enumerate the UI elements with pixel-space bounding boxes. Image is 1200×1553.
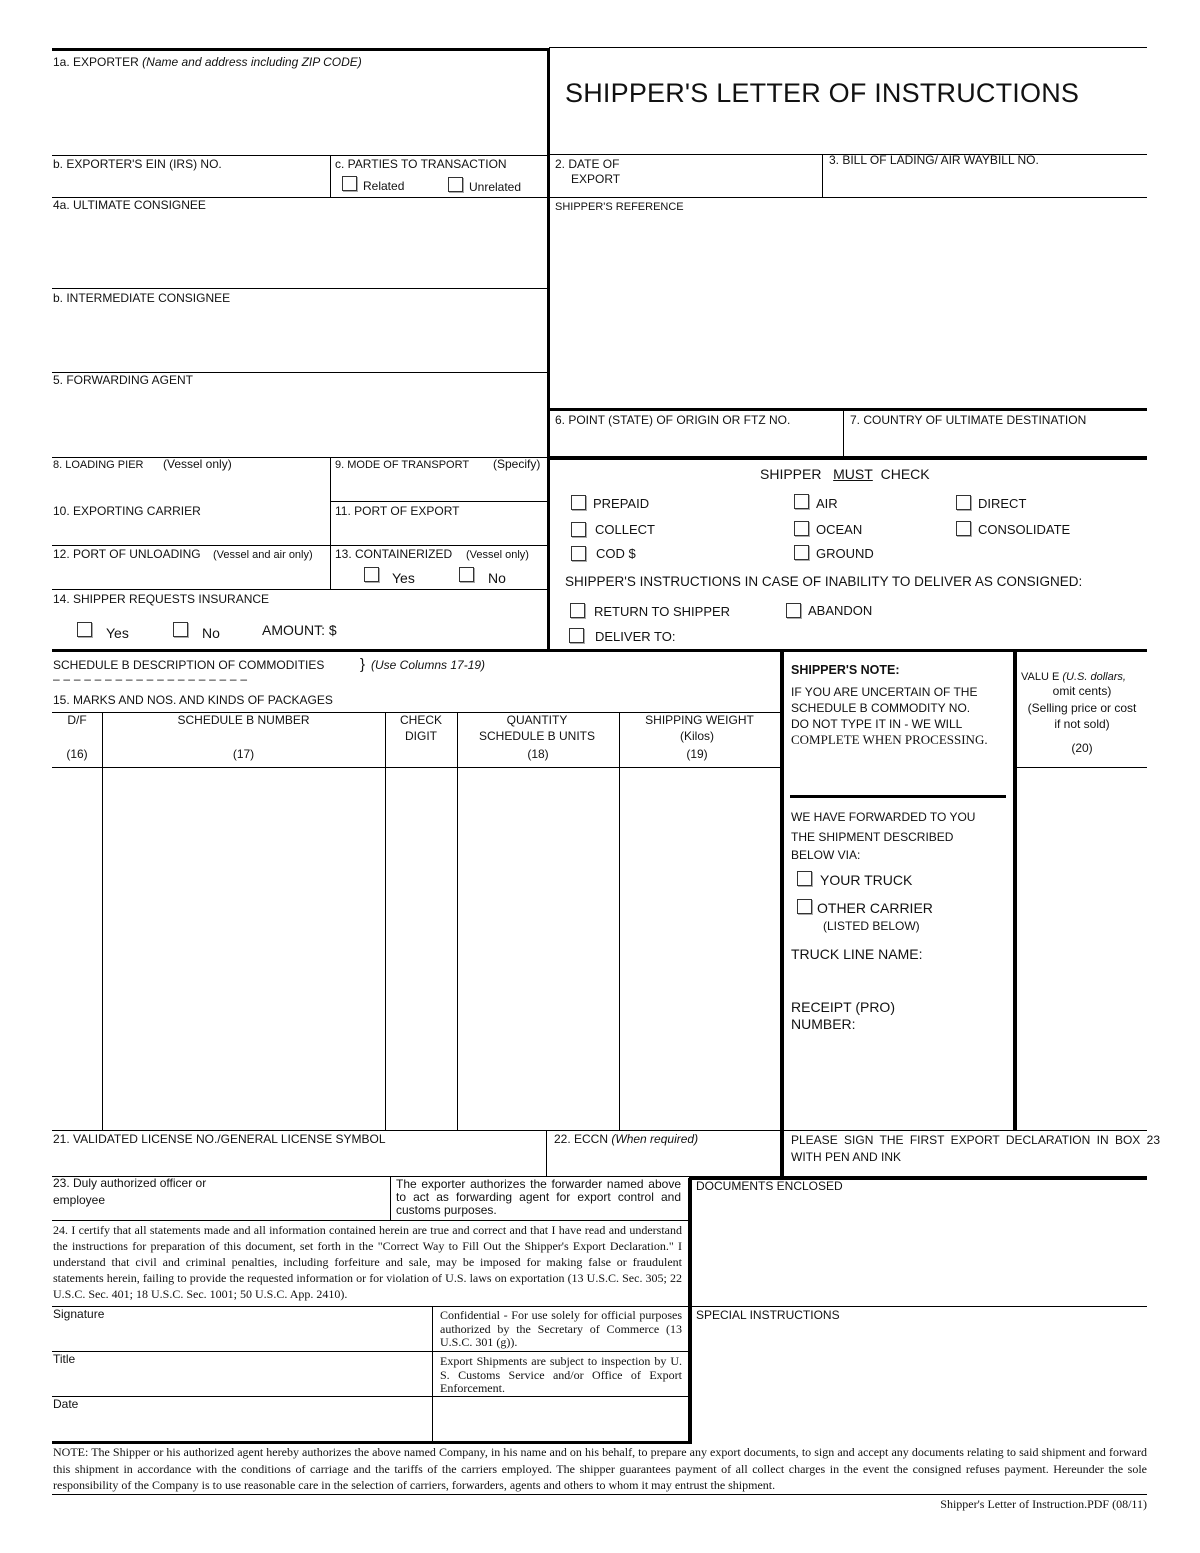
shipper-note-title: SHIPPER'S NOTE: xyxy=(791,663,900,677)
ground-checkbox[interactable] xyxy=(794,545,809,560)
insurance-no-checkbox[interactable] xyxy=(173,622,188,637)
receipt-field[interactable] xyxy=(791,1036,1009,1126)
footer-text: Shipper's Letter of Instruction.PDF (08/11) xyxy=(940,1497,1147,1511)
related-checkbox[interactable] xyxy=(342,176,357,191)
documents-label: DOCUMENTS ENCLOSED xyxy=(696,1179,843,1193)
col-qty-header-1: QUANTITY xyxy=(506,713,568,727)
shipper-note-line3: DO NOT TYPE IT IN - WE WILL xyxy=(791,717,963,731)
exporter-field[interactable] xyxy=(53,74,543,152)
ein-label: b. EXPORTER'S EIN (IRS) NO. xyxy=(53,157,222,171)
intermediate-consignee-field[interactable] xyxy=(53,308,543,370)
value-header-1a: VALU E xyxy=(1021,671,1063,683)
insurance-no-label: No xyxy=(202,625,220,641)
col-wt-field[interactable] xyxy=(621,769,779,1129)
insurance-label: 14. SHIPPER REQUESTS INSURANCE xyxy=(53,592,270,606)
containerized-note: (Vessel only) xyxy=(466,549,529,561)
air-label: AIR xyxy=(816,496,838,511)
mode-transport-label: 9. MODE OF TRANSPORT xyxy=(335,459,470,471)
consolidate-checkbox[interactable] xyxy=(956,521,971,536)
col-df-header: D/F xyxy=(67,713,87,727)
col-qty-number: (18) xyxy=(527,747,549,761)
eccn-field[interactable] xyxy=(554,1149,778,1175)
inspection-text: Export Shipments are subject to inspection by U. S. Customs Service and/or Office of Export Enforcement. xyxy=(440,1354,682,1395)
shipper-reference-field[interactable] xyxy=(555,216,1143,406)
col-df-number: (16) xyxy=(66,747,88,761)
authorizes-text: The exporter authorizes the forwarder named above to act as forwarding agent for export control and customs purposes. xyxy=(396,1177,681,1217)
port-export-field[interactable] xyxy=(335,520,545,544)
abandon-checkbox[interactable] xyxy=(786,603,801,618)
insurance-yes-checkbox[interactable] xyxy=(77,622,92,637)
listed-below-label: (LISTED BELOW) xyxy=(823,919,920,933)
prepaid-checkbox[interactable] xyxy=(571,495,586,510)
deliver-to-label: DELIVER TO: xyxy=(595,629,676,644)
exporter-label xyxy=(53,56,362,70)
consolidate-label: CONSOLIDATE xyxy=(978,522,1071,537)
eccn-label xyxy=(554,1133,698,1147)
receipt-label-2: NUMBER: xyxy=(791,1016,856,1032)
please-sign-line1: PLEASE SIGN THE FIRST EXPORT DECLARATION IN BOX 23 xyxy=(791,1133,1160,1147)
value-header-4: if not sold) xyxy=(1054,717,1110,731)
shipper-note-line1: IF YOU ARE UNCERTAIN OF THE xyxy=(791,685,978,699)
unrelated-checkbox[interactable] xyxy=(448,177,463,192)
parties-label: c. PARTIES TO TRANSACTION xyxy=(335,157,507,171)
col-check-header-1: CHECK xyxy=(399,713,442,727)
license-label: 21. VALIDATED LICENSE NO./GENERAL LICENSE SYMBOL xyxy=(53,1132,386,1146)
related-label: Related xyxy=(363,179,405,193)
other-carrier-checkbox[interactable] xyxy=(797,899,812,914)
shipper-must-check-pre: SHIPPER xyxy=(760,466,822,482)
col-df-field[interactable] xyxy=(53,769,101,1129)
schedule-b-note: (Use Columns 17-19) xyxy=(371,658,486,672)
col-check-header-2: DIGIT xyxy=(405,729,437,743)
please-sign-line2: WITH PEN AND INK xyxy=(791,1150,902,1164)
intermediate-consignee-label: b. INTERMEDIATE CONSIGNEE xyxy=(53,291,231,305)
officer-label-1: 23. Duly authorized officer or xyxy=(53,1176,207,1190)
receipt-label-1: RECEIPT (PRO) xyxy=(791,999,895,1015)
forwarding-agent-label: 5. FORWARDING AGENT xyxy=(53,373,194,387)
col-sched-number: (17) xyxy=(232,747,255,761)
eccn-label-text: 22. ECCN xyxy=(554,1132,609,1146)
col-sched-field[interactable] xyxy=(104,769,384,1129)
ocean-checkbox[interactable] xyxy=(794,521,809,536)
certify-text: 24. I certify that all statements made and all information contained herein are true and correct and that I have read and understand the instructions for preparation of this document, set forth in the "Correct Way to Fill Out the Shipper's Export Declaration." I understand that civil and criminal penalties, including forfeiture and sale, may be imposed for making false or fraudulent statements herein, failing to provide the requested information or for violation of U.S. laws on exportation (13 U.S.C. Sec. 305; 22 U.S.C. Sec. 401; 18 U.S.C. Sec. 1001; 50 U.S.C. App. 2410). xyxy=(53,1223,682,1301)
col-wt-number: (19) xyxy=(686,747,708,761)
truck-line-field[interactable] xyxy=(791,964,1009,994)
cod-checkbox[interactable] xyxy=(571,546,586,561)
shipper-note-line4: COMPLETE WHEN PROCESSING. xyxy=(791,732,988,747)
deliver-to-checkbox[interactable] xyxy=(569,628,584,643)
ultimate-consignee-label: 4a. ULTIMATE CONSIGNEE xyxy=(53,198,206,212)
shipper-note-line2: SCHEDULE B COMMODITY NO. xyxy=(791,701,971,715)
prepaid-label: PREPAID xyxy=(593,496,650,511)
col-wt-header-1: SHIPPING WEIGHT xyxy=(645,713,754,727)
date-field[interactable] xyxy=(53,1414,428,1440)
mode-transport-field[interactable] xyxy=(335,474,545,498)
your-truck-label: YOUR TRUCK xyxy=(820,872,913,888)
direct-checkbox[interactable] xyxy=(956,495,971,510)
signature-label: Signature xyxy=(53,1307,105,1321)
special-instructions-field[interactable] xyxy=(696,1325,1144,1440)
containerized-yes-checkbox[interactable] xyxy=(364,567,379,582)
containerized-no-checkbox[interactable] xyxy=(459,567,474,582)
page-title: SHIPPER'S LETTER OF INSTRUCTIONS xyxy=(565,78,1080,108)
special-instructions-label: SPECIAL INSTRUCTIONS xyxy=(696,1308,840,1322)
shipper-must-check-must: MUST xyxy=(833,466,873,482)
bill-lading-field[interactable] xyxy=(829,170,1144,196)
col-wt-header-2: (Kilos) xyxy=(679,729,714,743)
officer-field[interactable] xyxy=(160,1194,386,1218)
title-field[interactable] xyxy=(53,1369,428,1395)
col-qty-header-2: SCHEDULE B UNITS xyxy=(478,729,596,743)
forwarded-line2: THE SHIPMENT DESCRIBED xyxy=(791,830,954,844)
schedule-b-brace: } xyxy=(360,656,366,673)
schedule-b-label: SCHEDULE B DESCRIPTION OF COMMODITIES xyxy=(53,658,325,672)
shipper-reference-label: SHIPPER'S REFERENCE xyxy=(555,201,684,213)
col-qty-field[interactable] xyxy=(459,769,618,1129)
containerized-label: 13. CONTAINERIZED xyxy=(335,547,453,561)
date-export-label-2: EXPORT xyxy=(571,172,621,186)
cod-label: COD $ xyxy=(596,546,636,561)
license-field[interactable] xyxy=(53,1149,543,1175)
documents-field[interactable] xyxy=(696,1196,1144,1304)
value-header-2: omit cents) xyxy=(1052,684,1112,698)
ground-label: GROUND xyxy=(816,546,874,561)
other-carrier-label: OTHER CARRIER xyxy=(817,900,933,916)
ultimate-consignee-field[interactable] xyxy=(53,215,543,287)
point-origin-field[interactable] xyxy=(555,430,839,454)
eccn-note: (When required) xyxy=(611,1132,699,1146)
bill-lading-label: 3. BILL OF LADING/ AIR WAYBILL NO. xyxy=(829,153,1039,167)
shipper-must-check-heading xyxy=(760,466,930,482)
exporter-hint: (Name and address including ZIP CODE) xyxy=(142,55,362,69)
loading-pier-field[interactable] xyxy=(53,474,327,498)
value-field[interactable] xyxy=(1019,769,1145,1129)
country-dest-label: 7. COUNTRY OF ULTIMATE DESTINATION xyxy=(850,413,1087,427)
value-header-1 xyxy=(1021,671,1126,684)
forwarded-line3: BELOW VIA: xyxy=(791,848,861,862)
air-checkbox[interactable] xyxy=(794,494,809,509)
abandon-label: ABANDON xyxy=(808,603,873,618)
exporting-carrier-label: 10. EXPORTING CARRIER xyxy=(53,504,201,518)
officer-label-2: employee xyxy=(53,1193,106,1207)
deliver-to-field[interactable] xyxy=(680,626,1140,646)
marks-label: 15. MARKS AND NOS. AND KINDS OF PACKAGES xyxy=(53,693,333,707)
collect-checkbox[interactable] xyxy=(571,522,586,537)
direct-label: DIRECT xyxy=(978,496,1027,511)
forwarded-line1: WE HAVE FORWARDED TO YOU xyxy=(791,810,976,824)
date-export-label-1: 2. DATE OF xyxy=(555,157,620,171)
return-to-shipper-checkbox[interactable] xyxy=(570,603,585,618)
country-dest-field[interactable] xyxy=(850,430,1144,454)
unrelated-label: Unrelated xyxy=(469,180,522,194)
port-unloading-field[interactable] xyxy=(53,564,327,588)
insurance-yes-label: Yes xyxy=(106,625,129,641)
shipper-must-check-post: CHECK xyxy=(880,466,930,482)
date-export-field[interactable] xyxy=(630,158,818,196)
ocean-label: OCEAN xyxy=(816,522,863,537)
truck-line-label: TRUCK LINE NAME: xyxy=(791,946,923,962)
title-label: Title xyxy=(53,1352,76,1366)
exporter-label-text: 1a. EXPORTER xyxy=(53,55,139,69)
inability-label: SHIPPER'S INSTRUCTIONS IN CASE OF INABILITY TO DELIVER AS CONSIGNED: xyxy=(565,574,1083,589)
exporting-carrier-field[interactable] xyxy=(53,520,327,544)
port-unloading-note: (Vessel and air only) xyxy=(213,549,313,561)
value-header-3: (Selling price or cost xyxy=(1027,701,1137,715)
date-label: Date xyxy=(53,1397,79,1411)
return-to-shipper-label: RETURN TO SHIPPER xyxy=(594,604,731,619)
port-unloading-label: 12. PORT OF UNLOADING xyxy=(53,547,201,561)
insurance-amount-field[interactable] xyxy=(346,618,542,644)
value-number: (20) xyxy=(1071,741,1093,755)
port-export-label: 11. PORT OF EXPORT xyxy=(335,504,460,518)
ein-field[interactable] xyxy=(53,174,327,196)
containerized-yes-label: Yes xyxy=(392,570,415,586)
loading-pier-note: (Vessel only) xyxy=(163,457,232,471)
insurance-amount-label: AMOUNT: $ xyxy=(262,622,337,638)
schedule-b-dashes: – – – – – – – – – – – – – – – – – – – xyxy=(53,672,248,686)
signature-field[interactable] xyxy=(53,1324,428,1350)
note-text: NOTE: The Shipper or his authorized agent hereby authorizes the above named Company, in his name and on his behalf, to prepare any export documents, to sign and accept any documents relating to said shipment and forward this shipment in accordance with the conditions of carriage and the tariffs of the carriers employed. The shipper guarantees payment of all collect charges in the event the consigned refuses payment. Hereunder the sole responsibility of the Company is to use reasonable care in the selection of carriers, forwarders, agents and others to whom it may entrust the shipment. xyxy=(53,1445,1147,1492)
your-truck-checkbox[interactable] xyxy=(797,871,812,886)
confidential-text: Confidential - For use solely for official purposes authorized by the Secretary of Commerce (13 U.S.C. 301 (g)). xyxy=(440,1308,682,1349)
col-check-field[interactable] xyxy=(387,769,456,1129)
value-header-1b: (U.S. dollars, xyxy=(1062,671,1126,683)
containerized-no-label: No xyxy=(488,570,506,586)
col-sched-header: SCHEDULE B NUMBER xyxy=(177,713,310,727)
point-origin-label: 6. POINT (STATE) OF ORIGIN OR FTZ NO. xyxy=(555,413,791,427)
forwarding-agent-field[interactable] xyxy=(53,390,543,454)
collect-label: COLLECT xyxy=(595,522,655,537)
loading-pier-label: 8. LOADING PIER xyxy=(53,459,144,471)
mode-transport-note: (Specify) xyxy=(493,457,541,471)
